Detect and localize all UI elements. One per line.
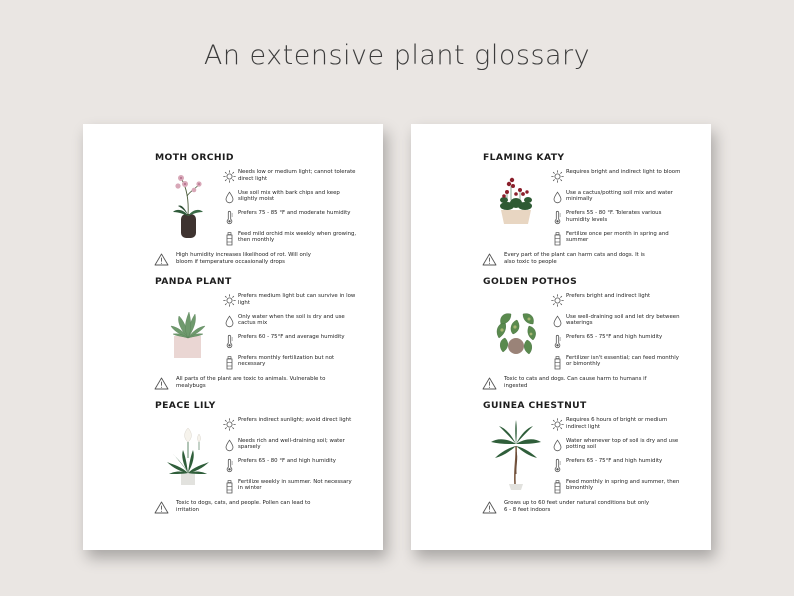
care-row-water [223,191,383,211]
warning-triangle-icon [154,377,169,390]
plant-name: FLAMING KATY [483,152,565,163]
golden-pothos-illustration [487,294,543,364]
care-text-fertilizer: Feed monthly in spring and summer, then bimonthly [566,478,680,492]
care-text-temperature: Prefers 65 - 80 °F and high humidity [238,458,336,464]
care-text-water: Only water when the soil is dry and use cactus mix [238,313,345,327]
care-row-fertilizer [223,356,383,376]
plant-name: PEACE LILY [155,400,216,411]
care-row-water [223,315,383,335]
care-row-water [551,191,711,211]
warning-text: Toxic to cats and dogs. Can cause harm to humans if ingested [504,376,647,389]
care-row-temperature [551,459,711,479]
care-text-light: Requires bright and indirect light to bloom [566,169,681,175]
plant-entry-moth-orchid [83,152,383,272]
guinea-chestnut-illustration [487,418,543,488]
flaming-katy-illustration [487,170,543,240]
fertilizer-bottle-icon [551,232,564,246]
care-row-water [223,439,383,459]
care-row-temperature [223,211,383,231]
care-text-light: Prefers medium light but can survive in low light [238,293,356,306]
care-row-light [223,170,383,190]
plant-entry-guinea-chestnut [411,400,711,520]
care-text-water: Needs rich and well-draining soil; water sparsely [238,437,345,451]
plant-name: GUINEA CHESTNUT [483,400,587,411]
care-text-water: Use soil mix with bark chips and keep slightly moist [238,189,340,203]
warning-triangle-icon [482,501,497,514]
care-row-light [551,294,711,314]
care-text-temperature: Prefers 60 - 75°F and average humidity [238,334,345,340]
care-text-temperature: Prefers 55 - 80 °F. Tolerates various humidity levels [566,210,662,223]
care-row-light [223,418,383,438]
thermometer-icon [551,459,564,473]
care-row-water [551,439,711,459]
water-drop-icon [551,315,564,329]
warning-text: Toxic to dogs, cats, and people. Pollen can lead to irritation [176,500,311,513]
care-list [223,170,383,252]
fertilizer-bottle-icon [551,480,564,494]
care-row-temperature [223,335,383,355]
warning-triangle-icon [482,377,497,390]
warning-text: All parts of the plant are toxic to animals. Vulnerable to mealybugs [176,376,326,389]
plant-entry-peace-lily [83,400,383,520]
warning-triangle-icon [154,501,169,514]
glossary-page-left [83,124,383,550]
water-drop-icon [223,191,236,205]
warning-triangle-icon [154,253,169,266]
page-headline: An extensive plant glossary [203,40,591,71]
care-row-temperature [551,335,711,355]
fertilizer-bottle-icon [223,480,236,494]
water-drop-icon [223,315,236,329]
care-list [551,418,711,500]
thermometer-icon [551,335,564,349]
care-row-temperature [223,459,383,479]
sun-icon [223,294,236,308]
care-text-temperature: Prefers 65 - 75°F and high humidity [566,458,663,464]
sun-icon [223,418,236,432]
care-row-light [223,294,383,314]
thermometer-icon [551,211,564,225]
care-text-water: Use a cactus/potting soil mix and water minimally [566,189,673,203]
care-text-fertilizer: Fertilize weekly in summer. Not necessary in winter [238,478,352,492]
plant-entry-panda-plant [83,276,383,396]
care-row-fertilizer [551,480,711,500]
sun-icon [551,170,564,184]
care-text-fertilizer: Prefers monthly fertilization but not necessary [238,354,335,368]
care-text-fertilizer: Feed mild orchid mix weekly when growing, then monthly [238,230,357,244]
care-text-light: Prefers bright and indirect light [566,293,651,299]
care-list [223,418,383,500]
care-text-light: Requires 6 hours of bright or medium indirect light [566,417,668,430]
water-drop-icon [551,191,564,205]
care-text-water: Use well-draining soil and let dry between waterings [566,313,680,327]
care-text-temperature: Prefers 75 - 85 °F and moderate humidity [238,210,351,216]
glossary-page-right [411,124,711,550]
sun-icon [551,418,564,432]
fertilizer-bottle-icon [223,232,236,246]
thermometer-icon [223,459,236,473]
fertilizer-bottle-icon [223,356,236,370]
plant-name: MOTH ORCHID [155,152,234,163]
panda-plant-illustration [159,294,215,364]
care-row-fertilizer [223,480,383,500]
moth-orchid-illustration [159,170,215,240]
care-text-light: Needs low or medium light; cannot tolerate direct light [238,169,356,182]
fertilizer-bottle-icon [551,356,564,370]
plant-entry-flaming-katy [411,152,711,272]
care-text-water: Water whenever top of soil is dry and use potting soil [566,437,679,451]
warning-text: Grows up to 60 feet under natural conditions but only 6 - 8 feet indoors [504,500,650,513]
care-row-water [551,315,711,335]
care-text-light: Prefers indirect sunlight; avoid direct light [238,417,352,423]
care-row-fertilizer [551,232,711,252]
peace-lily-illustration [159,418,215,488]
plant-name: PANDA PLANT [155,276,232,287]
water-drop-icon [551,439,564,453]
care-row-temperature [551,211,711,231]
care-text-fertilizer: Fertilize once per month in spring and summer [566,230,669,244]
care-list [551,170,711,252]
care-row-fertilizer [551,356,711,376]
thermometer-icon [223,211,236,225]
water-drop-icon [223,439,236,453]
care-row-light [551,170,711,190]
care-row-light [551,418,711,438]
care-text-temperature: Prefers 65 - 75°F and high humidity [566,334,663,340]
sun-icon [551,294,564,308]
care-list [223,294,383,376]
warning-text: High humidity increases likelihood of rot. Will only bloom if temperature occasionally drops [176,252,311,265]
plant-entry-golden-pothos [411,276,711,396]
care-row-fertilizer [223,232,383,252]
thermometer-icon [223,335,236,349]
care-text-fertilizer: Fertilizer isn't essential; can feed monthly or bimonthly [566,354,679,368]
sun-icon [223,170,236,184]
warning-text: Every part of the plant can harm cats and dogs. It is also toxic to people [504,252,645,265]
warning-triangle-icon [482,253,497,266]
plant-name: GOLDEN POTHOS [483,276,578,287]
care-list [551,294,711,376]
